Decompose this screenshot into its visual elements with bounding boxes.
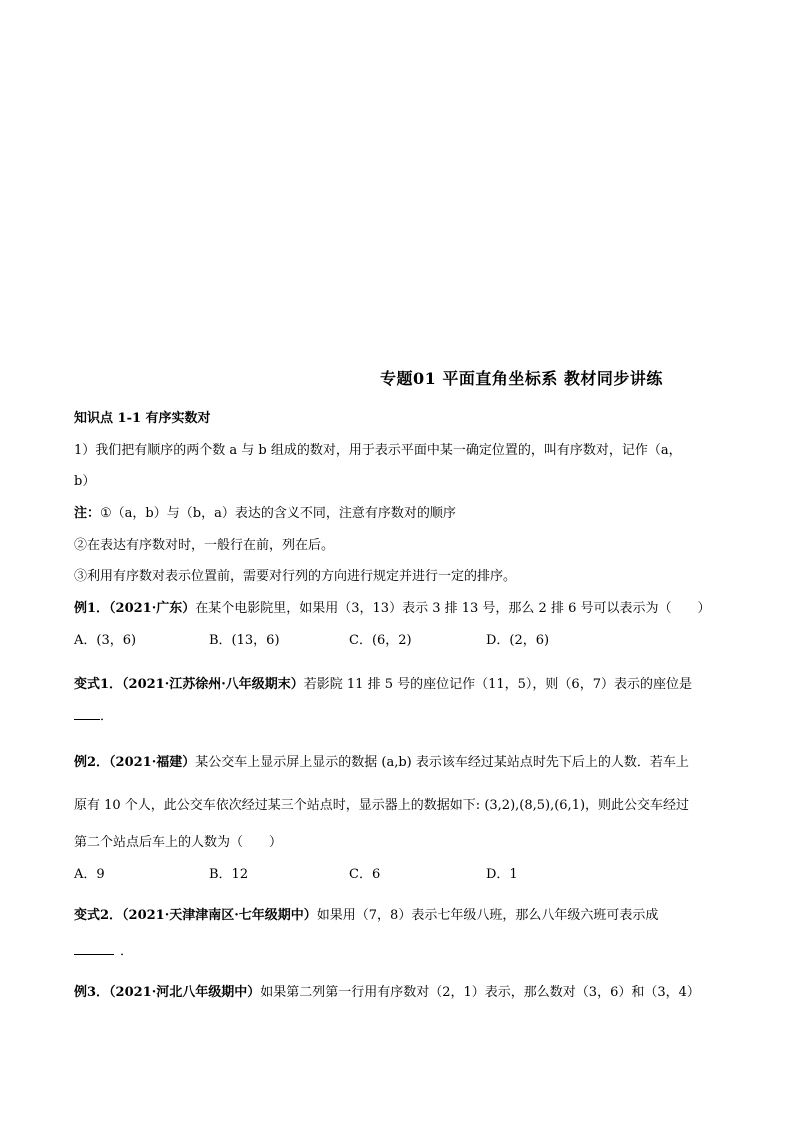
document-title: 专题01 平面直角坐标系 教材同步讲练 <box>380 369 663 388</box>
note-3: ③利用有序数对表示位置前，需要对行列的方向进行规定并进行一定的排序。 <box>74 569 517 584</box>
variant-1-text: 若影院 11 排 5 号的座位记作（11，5），则（6，7）表示的座位是 <box>303 677 692 692</box>
note-2: ②在表达有序数对时，一般行在前，列在后。 <box>74 538 335 553</box>
example-1-option-b: B．(13，6) <box>209 633 280 648</box>
variant-2-blank <box>74 942 114 955</box>
example-3-text: 如果第二列第一行用有序数对（2，1）表示，那么数对（3，6）和（3，4） <box>260 985 700 1000</box>
example-2-label: 例2．（2021·福建） <box>74 755 196 770</box>
variant-2-answer-line <box>74 942 133 961</box>
example-2-question-line-2: 原有 10 个人，此公交车依次经过某三个站点时，显示器上的数据如下: (3,2),(8,5),(6,1)，则此公交车经过 <box>74 798 690 813</box>
variant-2-text: 如果用（7，8）表示七年级八班，那么八年级六班可表示成 <box>316 908 659 923</box>
variant-1-label: 变式1．（2021·江苏徐州·八年级期末） <box>74 677 304 692</box>
example-1-question <box>74 600 711 618</box>
note-1 <box>74 505 456 523</box>
example-2-question-line-3: 第二个站点后车上的人数为（ ） <box>74 835 283 850</box>
example-1-option-a: A．(3，6) <box>74 633 137 648</box>
example-1-text: 在某个电影院里，如果用（3，13）表示 3 排 13 号，那么 2 排 6 号可以表示为（ ） <box>195 601 711 616</box>
example-2-option-b: B．12 <box>209 867 249 882</box>
example-2-option-a: A．9 <box>74 867 105 882</box>
variant-2-label: 变式2．（2021·天津津南区·七年级期中） <box>74 908 317 923</box>
definition-line-1: 1）我们把有顺序的两个数 a 与 b 组成的数对，用于表示平面中某一确定位置的，叫有序数对，记作（a， <box>74 443 682 458</box>
example-2-text-1: 某公交车上显示屏上显示的数据 (a,b) 表示该车经过某站点时先下后上的人数．若车上 <box>195 755 689 770</box>
variant-2-question <box>74 907 658 925</box>
section-heading: 知识点 1-1 有序实数对 <box>74 411 211 426</box>
example-1-label: 例1．（2021·广东） <box>74 601 196 616</box>
example-2-option-c: C．6 <box>349 867 381 882</box>
variant-1-question <box>74 676 692 694</box>
example-3-question <box>74 984 700 1002</box>
note-label: 注： <box>74 506 101 521</box>
example-2-question-line-1 <box>74 754 689 772</box>
note-1-text: ①（a，b）与（b，a）表达的含义不同，注意有序数对的顺序 <box>100 506 456 521</box>
variant-1-blank <box>74 707 100 720</box>
variant-1-answer-line <box>74 707 113 726</box>
example-1-option-d: D．(2，6) <box>486 633 550 648</box>
example-2-option-d: D．1 <box>486 867 518 882</box>
example-1-option-c: C．(6，2) <box>349 633 412 648</box>
variant-1-end: ． <box>100 709 114 724</box>
definition-line-2: b） <box>74 474 96 489</box>
variant-2-end: ． <box>120 944 134 959</box>
example-3-label: 例3．（2021·河北八年级期中） <box>74 985 261 1000</box>
